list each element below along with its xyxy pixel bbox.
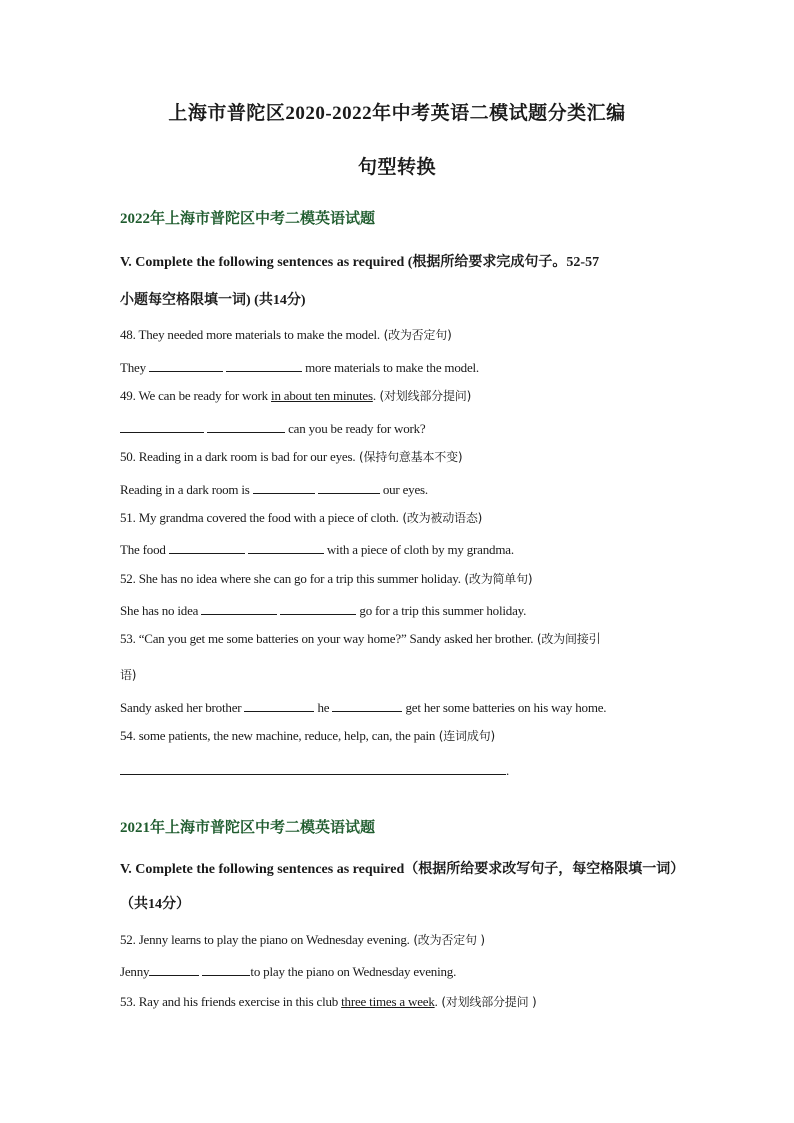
- answer-blank[interactable]: [248, 541, 324, 554]
- answer-prefix: The food: [120, 542, 169, 557]
- answer-line-52: [120, 602, 526, 619]
- answer-prefix: She has no idea: [120, 603, 202, 618]
- answer-blank[interactable]: [226, 359, 302, 372]
- answer-middle: he: [314, 700, 333, 715]
- question-requirement: (连词成句): [435, 729, 495, 743]
- section-instruction-2022-line1: V. Complete the following sentences as required (根据所给要求完成句子。52-57: [120, 255, 600, 270]
- answer-line-48: [120, 359, 479, 376]
- answer-blank[interactable]: [149, 359, 223, 372]
- question-53-continued: [120, 666, 136, 683]
- answer-suffix: to play the piano on Wednesday evening.: [250, 964, 457, 979]
- question-text: 49. We can be ready for work: [120, 388, 272, 403]
- question-text: 52. She has no idea where she can go for a trip this summer holiday.: [120, 571, 461, 586]
- answer-suffix: can you be ready for work?: [285, 421, 426, 436]
- answer-prefix: Sandy asked her brother: [120, 700, 245, 715]
- answer-prefix: Reading in a dark room is: [120, 482, 253, 497]
- answer-blank[interactable]: [201, 602, 277, 615]
- answer-blank-long[interactable]: [120, 762, 506, 775]
- question-text: 48. They needed more materials to make the model.: [120, 327, 380, 342]
- section-instruction-2021-line1: V. Complete the following sentences as required（根据所给要求改写句子，每空格限填一词）: [120, 862, 685, 877]
- answer-blank[interactable]: [169, 541, 245, 554]
- answer-blank[interactable]: [318, 481, 380, 494]
- answer-blank[interactable]: [244, 699, 314, 712]
- question-49: 49. We can be ready for work in about ten minutes. (对划线部分提问): [120, 388, 472, 403]
- question-requirement: (改为否定句 ): [409, 933, 485, 947]
- page-title: 上海市普陀区2020-2022年中考英语二模试题分类汇编: [168, 103, 626, 124]
- answer-blank[interactable]: [253, 481, 315, 494]
- answer-prefix: Jenny: [120, 964, 150, 979]
- question-text: 53. Ray and his friends exercise in this club: [120, 994, 342, 1009]
- section-instruction-2021-line2: （共14分）: [120, 897, 190, 912]
- answer-line-54: [120, 762, 509, 779]
- question-2021-53: 53. Ray and his friends exercise in this club three times a week. (对划线部分提问 ): [120, 994, 537, 1009]
- page-subtitle: 句型转换: [357, 157, 436, 178]
- question-2021-52: [120, 931, 485, 948]
- question-requirement: (改为被动语态): [398, 511, 483, 525]
- answer-line-51: [120, 541, 514, 558]
- answer-line-50: [120, 481, 428, 498]
- question-text: 54. some patients, the new machine, reduce, help, can, the pain: [120, 728, 436, 743]
- answer-suffix: with a piece of cloth by my grandma.: [323, 542, 514, 557]
- answer-suffix: get her some batteries on his way home.: [402, 700, 607, 715]
- question-53: [120, 630, 600, 647]
- question-54: [120, 727, 495, 744]
- section-heading-2022: 2022年上海市普陀区中考二模英语试题: [120, 211, 376, 227]
- answer-suffix: .: [506, 763, 510, 778]
- answer-blank[interactable]: [280, 602, 356, 615]
- answer-suffix: our eyes.: [379, 482, 428, 497]
- answer-blank[interactable]: [202, 963, 250, 976]
- question-requirement: (保持句意基本不变): [355, 450, 463, 464]
- question-text: 53. “Can you get me some batteries on your way home?” Sandy asked her brother.: [120, 631, 534, 646]
- answer-suffix: more materials to make the model.: [302, 360, 479, 375]
- question-52: [120, 570, 532, 587]
- question-50: [120, 448, 462, 465]
- question-text: 52. Jenny learns to play the piano on Wednesday evening.: [120, 932, 410, 947]
- question-text: 50. Reading in a dark room is bad for our eyes.: [120, 449, 356, 464]
- answer-blank[interactable]: [207, 420, 285, 433]
- underlined-phrase: three times a week: [341, 994, 435, 1009]
- question-requirement: (对划线部分提问 ): [437, 995, 537, 1009]
- question-requirement: (改为简单句): [460, 572, 533, 586]
- question-51: [120, 509, 482, 526]
- answer-line-2021-52: [120, 963, 456, 980]
- question-requirement-continued: 语): [120, 668, 137, 682]
- section-heading-2021: 2021年上海市普陀区中考二模英语试题: [120, 820, 376, 836]
- answer-blank[interactable]: [149, 963, 199, 976]
- answer-blank[interactable]: [332, 699, 402, 712]
- section-instruction-2022-line2: 小题每空格限填一词) (共14分): [120, 293, 306, 308]
- answer-blank[interactable]: [120, 420, 204, 433]
- answer-line-53: [120, 699, 606, 716]
- answer-prefix: They: [120, 360, 149, 375]
- question-requirement: (改为间接引: [533, 632, 601, 646]
- answer-line-49: [120, 420, 426, 437]
- underlined-phrase: in about ten minutes: [271, 388, 373, 403]
- question-requirement: (改为否定句): [379, 328, 452, 342]
- question-requirement: (对划线部分提问): [375, 389, 472, 403]
- question-48: [120, 326, 452, 343]
- question-text: 51. My grandma covered the food with a piece of cloth.: [120, 510, 399, 525]
- answer-suffix: go for a trip this summer holiday.: [356, 603, 527, 618]
